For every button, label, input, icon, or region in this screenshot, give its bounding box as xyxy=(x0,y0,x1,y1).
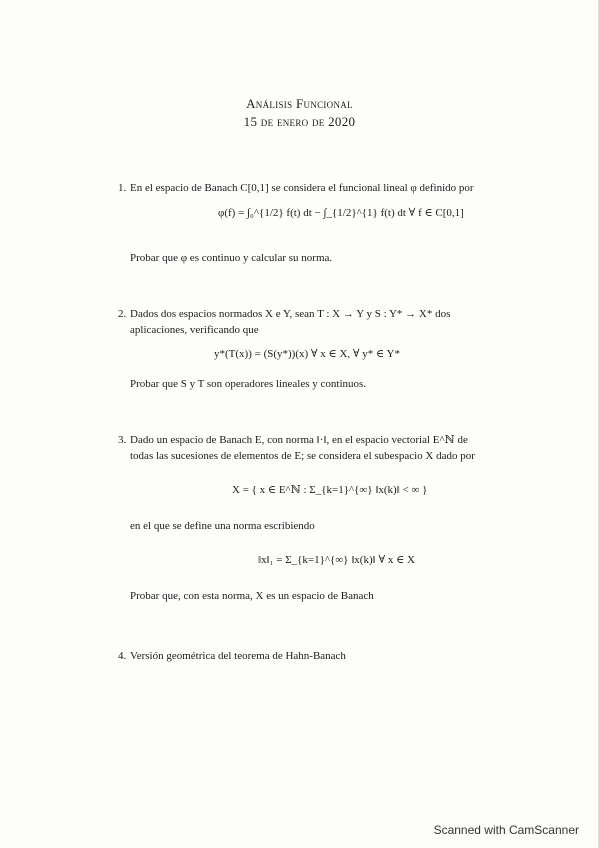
problem-number: 2. xyxy=(118,308,127,320)
problem-2-task xyxy=(118,376,520,392)
exam-title: Análisis Funcional xyxy=(246,96,353,111)
problem-1 xyxy=(118,180,520,196)
scanner-watermark: Scanned with CamScanner xyxy=(433,823,579,837)
problem-number: 1. xyxy=(118,182,127,194)
problem-statement-line2: aplicaciones, verificando que xyxy=(130,324,259,336)
problem-3 xyxy=(118,432,520,464)
problem-3-norm-formula: ‖x‖₁ = Σ_{k=1}^{∞} ‖x(k)‖ ∀ x ∈ X xyxy=(258,554,415,566)
problem-4 xyxy=(118,648,520,664)
exam-date: 15 de enero de 2020 xyxy=(243,114,356,129)
problem-1-task xyxy=(118,250,520,266)
problem-statement: Versión geométrica del teorema de Hahn-Banach xyxy=(130,650,346,662)
problem-3-set-formula: X = { x ∈ E^ℕ : Σ_{k=1}^{∞} ‖x(k)‖ < ∞ } xyxy=(232,484,428,496)
problem-statement-line2: todas las sucesiones de elementos de E; se considera el subespacio X dado por xyxy=(130,450,475,462)
task-text: Probar que S y T son operadores lineales y continuos. xyxy=(130,378,367,390)
problem-2 xyxy=(118,306,520,338)
problem-1-formula: φ(f) = ∫₀^{1/2} f(t) dt − ∫_{1/2}^{1} f(t) dt ∀ f ∈ C[0,1] xyxy=(218,207,464,219)
problem-3-task xyxy=(118,588,520,604)
problem-statement-line1: Dados dos espacios normados X e Y, sean T : X → Y y S : Y* → X* dos xyxy=(130,308,451,320)
problem-statement: En el espacio de Banach C[0,1] se considera el funcional lineal φ definido por xyxy=(130,182,474,194)
problem-number: 4. xyxy=(118,650,127,662)
problem-statement-line1: Dado un espacio de Banach E, con norma ‖·‖, en el espacio vectorial E^ℕ de xyxy=(130,434,468,446)
task-text: Probar que φ es continuo y calcular su norma. xyxy=(130,252,333,264)
problem-number: 3. xyxy=(118,434,127,446)
problem-2-formula: y*(T(x)) = (S(y*))(x) ∀ x ∈ X, ∀ y* ∈ Y* xyxy=(214,348,400,360)
middle-text: en el que se define una norma escribiendo xyxy=(130,520,315,532)
problem-3-middle xyxy=(118,518,520,534)
task-text: Probar que, con esta norma, X es un espacio de Banach xyxy=(130,590,374,602)
